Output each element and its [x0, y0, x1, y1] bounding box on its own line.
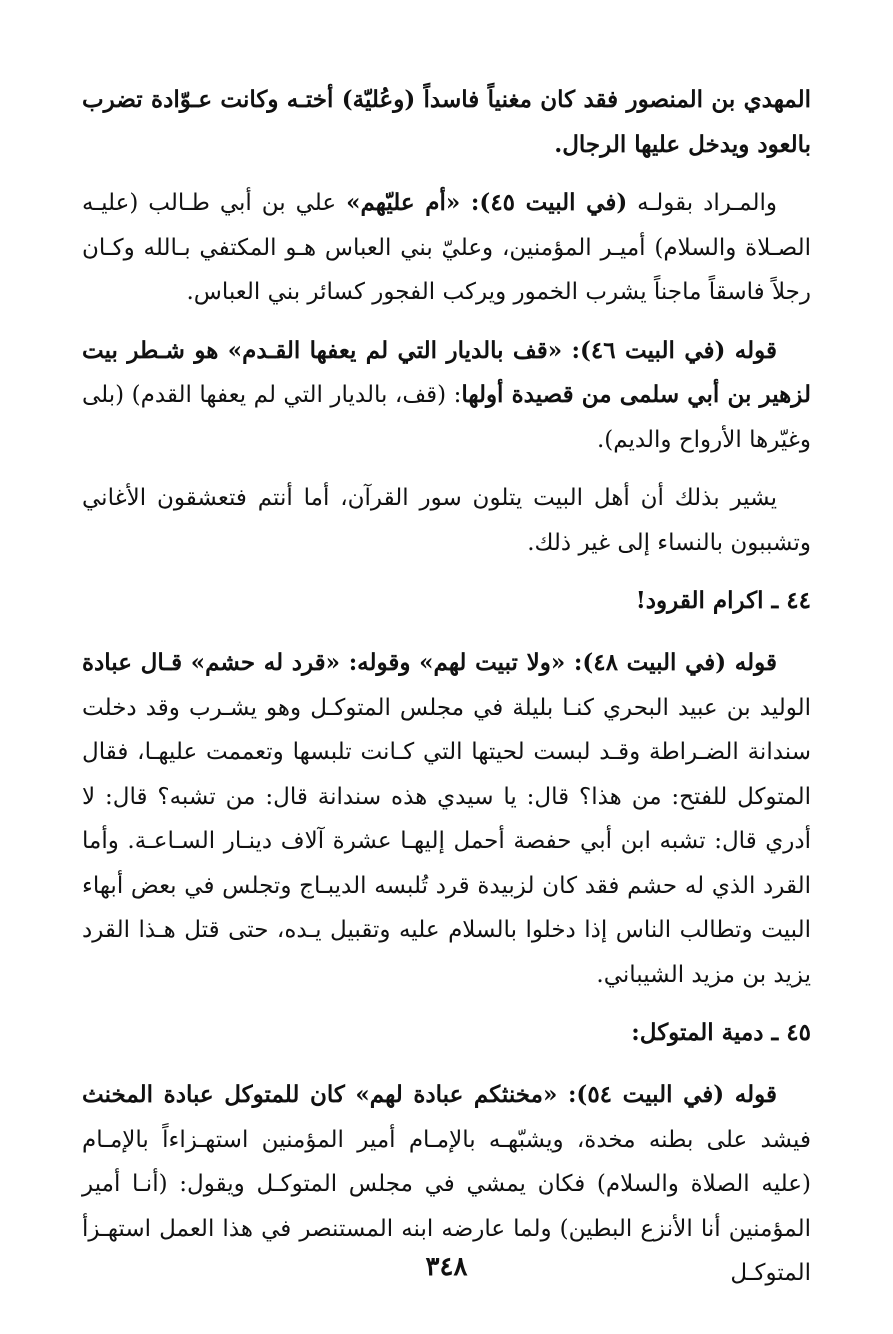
paragraph-4 — [82, 476, 811, 565]
paragraph-2-lead: والمـراد بقولـه — [627, 190, 777, 216]
section-heading-45: ٤٥ ـ دمية المتوكل: — [631, 1019, 811, 1046]
paragraph-5-body: الوليد بن عبيد البحري كنـا بليلة في مجلس المتوكـل وهو يشـرب وقد دخلت سندانة الضـراطة وقـد لبست لحيتها التي كـانت تلبسها وتعممت عليهـا، فقال المتوكل للفتح: من هذا؟ قال: يا سيدي هذه سندانة قال: من تشبه؟ قال: لا أدري قال: تشبه ابن أبي حفصة أحمل إليهـا عشرة آلاف دينـار السـاعـة. وأما القرد الذي له حشم فقد كان لزبيدة قرد تُلبسه الديبـاج وتجلس في بعض أبهاء البيت وتطالب الناس إذا دخلوا بالسلام عليه وتقبيل يـده، حتى قتل هـذا القرد يزيد بن مزيد الشيباني. — [82, 694, 811, 988]
paragraph-3-lead: قوله (في البيت ٤٦): «قف بالديار التي لم يعفها القـدم» هو شـطر بيت لزهير بن أبي سلمى من قصيدة أولها — [82, 336, 811, 408]
paragraph-6-lead: قوله (في البيت ٥٤): «مخنثكم عبادة لهم» كان للمتوكل عبادة المخنث — [82, 1081, 777, 1108]
paragraph-2 — [82, 181, 811, 315]
page-number: ٣٤٨ — [425, 1252, 468, 1282]
paragraph-3 — [82, 329, 811, 463]
paragraph-3-body: : (قف، بالديار التي لم يعفها القدم) (بلى وغيّرها الأرواح والديم). — [82, 382, 811, 453]
paragraph-1 — [82, 78, 811, 167]
paragraph-2-quote: (في البيت ٤٥): «أم عليّهم» — [346, 189, 628, 216]
paragraph-6-body: فيشد على بطنه مخدة، ويشبّهـه بالإمـام أمير المؤمنين استهـزاءاً بالإمـام (عليه الصلاة والسلام) فكان يمشي في مجلس المتوكـل ويقول: (أنـا أمير المؤمنين أنا الأنزع البطين) ولما عارضه ابنه المستنصر في هذا العمل استهـزأ المتوكـل — [82, 1126, 811, 1286]
paragraph-4-text: يشير بذلك أن أهل البيت يتلون سور القرآن، أما أنتم فتعشقون الأغاني وتشببون بالنساء إلى غير ذلك. — [82, 485, 811, 556]
paragraph-5 — [82, 641, 811, 997]
section-heading-44: ٤٤ ـ اكرام القرود! — [635, 587, 811, 614]
paragraph-5-lead: قوله (في البيت ٤٨): «ولا تبيت لهم» وقوله: «قرد له حشم» قـال عبادة — [82, 649, 777, 676]
paragraph-1-text: المهدي بن المنصور فقد كان مغنياً فاسداً (وعُليّة) أختـه وكانت عـوّادة تضرب بالعود ويدخل عليها الرجال. — [82, 86, 811, 158]
paragraph-2-body: علي بن أبي طـالب (عليـه الصـلاة والسلام) أميـر المؤمنين، وعليّ بني العباس هـو المكتفي بـالله وكـان رجلاً فاسقاً ماجناً يشرب الخمور ويركب الفجور كسائر بني العباس. — [82, 190, 811, 305]
